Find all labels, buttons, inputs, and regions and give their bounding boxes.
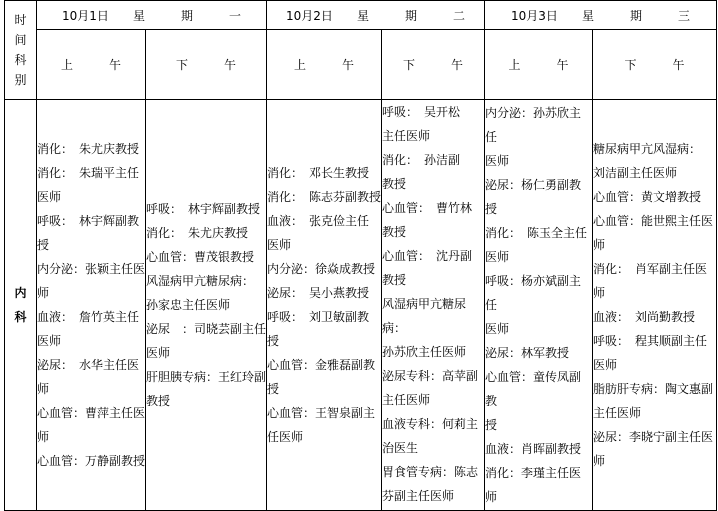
doctor-line: 血液专科：何莉主 [382, 417, 479, 431]
doctor-line: 师 [593, 238, 606, 252]
doctor-line: 消化： 孙洁副 [382, 153, 461, 167]
period-pm [593, 30, 717, 100]
doctor-line: 血液： 张克俭主任 [267, 214, 370, 228]
am-label: 上 午 [60, 58, 121, 72]
slot-oct2-am [267, 100, 382, 511]
doctor-line: 教授 [382, 225, 407, 239]
pm-label: 下 午 [175, 58, 236, 72]
pm-label: 下 午 [624, 58, 685, 72]
doctor-line: 心血管：王智泉副主 [267, 406, 376, 420]
period-pm [146, 30, 267, 100]
doctor-line: 医师 [37, 190, 62, 204]
period-am [485, 30, 593, 100]
clinic-schedule-table [4, 0, 717, 511]
slot-oct3-am [485, 100, 593, 511]
doctor-line: 呼吸： 吴开松 [382, 105, 461, 119]
doctor-line: 医师 [485, 154, 510, 168]
doctor-line: 血液：肖晖副教授 [485, 442, 582, 456]
am-label: 上 午 [508, 58, 569, 72]
doctor-line: 教授 [382, 177, 407, 191]
doctor-line: 胃食管专病：陈志 [382, 465, 479, 479]
doctor-line: 内分泌：张颖主任医 [37, 262, 146, 276]
doctor-line: 消化： 陈志芬副教授 [267, 190, 382, 204]
doctor-line: 血液： 刘尚勤教授 [593, 310, 696, 324]
corner-char: 间 [14, 33, 27, 47]
doctor-line: 泌尿： 水华主任医 [37, 358, 140, 372]
doctor-line: 师 [37, 286, 50, 300]
doctor-line: 糖尿病甲亢风湿病： [593, 142, 702, 156]
doctor-line: 医师 [37, 334, 62, 348]
doctor-line: 心血管：金雅磊副教 [267, 358, 376, 372]
doctor-line: 心血管： 沈丹副 [382, 249, 473, 263]
department-char: 科 [14, 310, 27, 324]
day-weekday: 星 期 一 [132, 8, 241, 23]
doctor-line: 心血管：曹萍主任医 [37, 406, 146, 420]
doctor-line: 教授 [146, 394, 171, 408]
day-header-oct2 [267, 1, 485, 30]
day-date: 10月3日 [511, 8, 558, 23]
doctor-line: 泌尿：杨仁勇副教授 [485, 178, 582, 216]
doctor-line: 呼吸：杨亦斌副主任 [485, 274, 582, 312]
doctor-line: 授 [37, 238, 50, 252]
day-header-oct1 [37, 1, 267, 30]
doctor-line: 心血管：曹茂银教授 [146, 250, 255, 264]
doctor-line: 消化： 肖军副主任医 [593, 262, 708, 276]
doctor-line: 师 [37, 430, 50, 444]
doctor-line: 泌尿：李晓宁副主任医 [593, 430, 714, 444]
doctor-line: 师 [593, 286, 606, 300]
doctor-line: 消化： 朱尤庆教授 [37, 142, 140, 156]
period-am [267, 30, 382, 100]
day-date: 10月1日 [62, 8, 109, 23]
day-header-oct3 [485, 1, 717, 30]
doctor-line: 医师 [593, 358, 618, 372]
doctor-line: 医师 [485, 250, 510, 264]
doctor-line: 治医生 [382, 441, 419, 455]
doctor-line: 任医师 [267, 430, 304, 444]
day-weekday: 星 期 二 [356, 8, 465, 23]
date-header-row [5, 1, 717, 30]
am-label: 上 午 [293, 58, 354, 72]
pm-label: 下 午 [402, 58, 463, 72]
doctor-line: 心血管： 曹竹林 [382, 201, 473, 215]
doctor-line: 消化：李瑾主任医师 [485, 466, 582, 504]
doctor-line: 呼吸： 程其顺副主任 [593, 334, 708, 348]
doctor-line: 孙家忠主任医师 [146, 298, 231, 312]
doctor-line: 医师 [146, 346, 171, 360]
doctor-line: 主任医师 [382, 129, 431, 143]
period-header-row [5, 30, 717, 100]
doctor-line: 孙苏欣主任医师 [382, 345, 467, 359]
corner-char: 时 [14, 13, 27, 27]
doctor-line: 芬副主任医师 [382, 489, 455, 503]
department-char: 内 [14, 286, 27, 300]
doctor-line: 心血管：万静副教授 [37, 454, 146, 468]
doctor-line: 刘洁副主任医师 [593, 166, 678, 180]
doctor-line: 主任医师 [382, 393, 431, 407]
doctor-line: 授 [267, 382, 280, 396]
department-label [5, 100, 37, 511]
period-am [37, 30, 146, 100]
doctor-line: 消化： 陈玉全主任 [485, 226, 588, 240]
doctor-line: 消化： 朱尤庆教授 [146, 226, 249, 240]
doctor-line: 主任医师 [593, 406, 642, 420]
doctor-line: 消化： 朱瑞平主任 [37, 166, 140, 180]
doctor-line: 呼吸： 刘卫敏副教 [267, 310, 370, 324]
doctor-line: 内分泌：徐焱成教授 [267, 262, 376, 276]
corner-char: 别 [14, 73, 27, 87]
doctor-line: 师 [593, 454, 606, 468]
corner-char: 科 [14, 53, 27, 67]
doctor-line: 医师 [485, 322, 510, 336]
doctor-line: 呼吸： 林宇辉副教 [37, 214, 140, 228]
slot-oct2-pm [382, 100, 485, 511]
slot-oct1-am [37, 100, 146, 511]
doctor-line: 师 [37, 382, 50, 396]
doctor-line: 教授 [382, 273, 407, 287]
doctor-line: 消化： 邓长生教授 [267, 166, 370, 180]
slot-oct1-pm [146, 100, 267, 511]
slot-oct3-pm [593, 100, 717, 511]
doctor-line: 医师 [267, 238, 292, 252]
doctor-line: 血液： 詹竹英主任 [37, 310, 140, 324]
department-row-internal-medicine [5, 100, 717, 511]
doctor-line: 泌尿： 吴小燕教授 [267, 286, 370, 300]
doctor-line: 呼吸： 林宇辉副教授 [146, 202, 261, 216]
doctor-line: 授 [485, 418, 498, 432]
doctor-line: 心血管：能世熙主任医 [593, 214, 714, 228]
doctor-line: 心血管：黄文增教授 [593, 190, 702, 204]
day-weekday: 星 期 三 [581, 8, 690, 23]
corner-cell [5, 1, 37, 100]
doctor-line: 肝胆胰专病：王红玲副 [146, 370, 267, 384]
doctor-line: 泌尿 ：司晓芸副主任 [146, 322, 267, 336]
period-pm [382, 30, 485, 100]
doctor-line: 心血管：童传凤副教 [485, 370, 582, 408]
doctor-line: 内分泌：孙苏欣主任 [485, 106, 582, 144]
doctor-line: 授 [267, 334, 280, 348]
doctor-line: 泌尿：林军教授 [485, 346, 570, 360]
day-date: 10月2日 [286, 8, 333, 23]
doctor-line: 风湿病甲亢糖尿病： [382, 297, 467, 335]
doctor-line: 风湿病甲亢糖尿病： [146, 274, 255, 288]
doctor-line: 泌尿专科：高苹副 [382, 369, 479, 383]
doctor-line: 脂肪肝专病：陶文惠副 [593, 382, 714, 396]
